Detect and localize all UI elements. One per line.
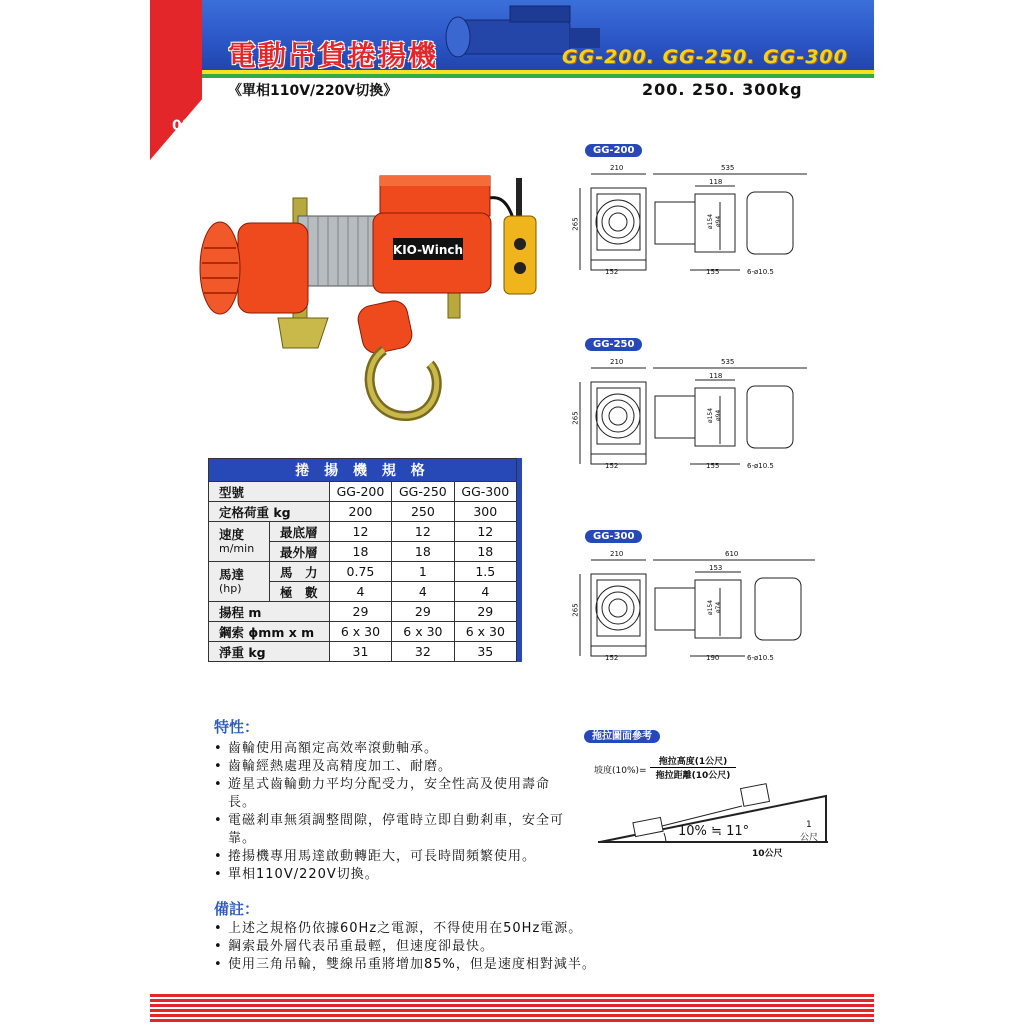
dim-top: 153: [709, 564, 723, 572]
table-cell: 6 x 30: [454, 622, 516, 642]
features-heading: 特性：: [214, 718, 260, 736]
dim-width-left: 210: [610, 358, 624, 366]
dim-top: 118: [709, 372, 723, 380]
table-cell: 1.5: [454, 562, 516, 582]
table-row: [209, 642, 522, 662]
table-row: [209, 562, 522, 582]
list-item: • 遊星式齒輪動力平均分配受力，安全性高及使用壽命長。: [214, 776, 574, 812]
spec-table-title: 捲 揚 機 規 格: [209, 459, 517, 482]
speed-label: [209, 522, 270, 562]
list-item: • 齒輪使用高額定高效率滾動軸承。: [214, 740, 574, 758]
row-label: 定格荷重 kg: [209, 502, 330, 522]
table-cell: 6 x 30: [329, 622, 391, 642]
table-row: [209, 502, 522, 522]
winch-photo: [198, 168, 560, 428]
dim-bottom-right: 155: [706, 462, 720, 470]
dim-bottom-right: 190: [706, 654, 720, 662]
dim-diameter-b: ø94: [715, 409, 723, 422]
dim-bottom-right: 155: [706, 268, 720, 276]
footer-bar: [150, 994, 874, 1024]
dim-diameter-a: ø154: [707, 407, 715, 424]
table-cell: 29: [329, 602, 391, 622]
motor-unit: (hp): [219, 581, 242, 595]
row-label: 鋼索 ϕmm x m: [209, 622, 330, 642]
list-item: • 上述之規格仍依據60Hz之電源，不得使用在50Hz電源。: [214, 920, 654, 938]
slope-formula-label: 坡度(10%)=: [594, 766, 647, 776]
list-item: • 捲揚機專用馬達啟動轉距大，可長時間頻繁使用。: [214, 848, 574, 866]
table-cell: 250: [392, 502, 454, 522]
drawing-lines: [575, 524, 825, 664]
dim-bolt: 6-ø10.5: [747, 268, 774, 276]
table-row: [209, 482, 522, 502]
drawing-model-badge: GG-250: [585, 338, 642, 351]
table-cell: 29: [392, 602, 454, 622]
dim-top: 118: [709, 178, 723, 186]
slope-denominator: 拖拉距離(10公尺): [655, 771, 731, 781]
table-cell: 0.75: [329, 562, 391, 582]
page-tab: [150, 0, 202, 160]
capacity-label: 200. 250. 300kg: [642, 80, 803, 99]
voltage-subtitle: 《單相110V/220V切換》: [228, 83, 398, 99]
drawing-model-badge: GG-300: [585, 530, 642, 543]
dim-width-total: 610: [725, 550, 739, 558]
table-cell: 31: [329, 642, 391, 662]
drawing-lines: [575, 332, 825, 472]
list-item: • 使用三角吊輪，雙線吊重將增加85%，但是速度相對減半。: [214, 956, 654, 974]
table-cell: 12: [454, 522, 516, 542]
drawing-gg-300: [571, 524, 825, 664]
page-title: 電動吊貨捲揚機: [228, 39, 439, 72]
table-cell: 4: [454, 582, 516, 602]
dim-diameter-b: ø94: [715, 215, 723, 228]
table-cell: 6 x 30: [392, 622, 454, 642]
table-cell: GG-200: [329, 482, 391, 502]
table-cell: 4: [329, 582, 391, 602]
winch-brand-label: KIO-Winch: [392, 243, 464, 257]
dim-bottom-left: 152: [605, 462, 619, 470]
slope-diagram: [596, 776, 832, 856]
features-list: [214, 740, 574, 884]
table-cell: 18: [454, 542, 516, 562]
slope-angle: 10% ≒ 11°: [678, 824, 750, 839]
list-item: • 電磁剎車無須調整間隙，停電時立即自動剎車，安全可靠。: [214, 812, 574, 848]
dim-bolt: 6-ø10.5: [747, 462, 774, 470]
row-label: 淨重 kg: [209, 642, 330, 662]
table-cell: 1: [392, 562, 454, 582]
dim-height: 265: [571, 603, 580, 617]
drawing-gg-250: [571, 332, 825, 472]
slope-distance: 10公尺: [752, 849, 783, 859]
dim-diameter-b: ø74: [715, 601, 723, 614]
dim-diameter-a: ø154: [707, 599, 715, 616]
motor-label-text: 馬達: [219, 566, 245, 582]
list-item: • 齒輪經熱處理及高精度加工、耐磨。: [214, 758, 574, 776]
slope-height: 1: [806, 820, 812, 830]
row-label: 最外層: [270, 542, 330, 562]
model-list: GG-200. GG-250. GG-300: [562, 46, 848, 68]
table-cell: 35: [454, 642, 516, 662]
row-label: 最底層: [270, 522, 330, 542]
table-cell: 300: [454, 502, 516, 522]
drawing-gg-200: [571, 138, 825, 278]
row-label: 型號: [209, 482, 330, 502]
page-number: 01: [172, 118, 192, 134]
table-cell: 12: [392, 522, 454, 542]
speed-label-text: 速度: [219, 526, 245, 542]
table-cell: GG-300: [454, 482, 516, 502]
table-cell: 29: [454, 602, 516, 622]
list-item: • 單相110V/220V切換。: [214, 866, 574, 884]
table-cell: 12: [329, 522, 391, 542]
row-label: 極 數: [270, 582, 330, 602]
slope-badge: 拖拉圖面參考: [584, 730, 660, 743]
table-cell: 4: [392, 582, 454, 602]
dim-width-total: 535: [721, 358, 735, 366]
drawing-lines: [575, 138, 825, 278]
list-item: • 鋼索最外層代表吊重最輕，但速度卻最快。: [214, 938, 654, 956]
dim-height: 265: [571, 411, 580, 425]
dim-bottom-left: 152: [605, 654, 619, 662]
speed-unit: m/min: [219, 541, 255, 555]
dim-width-left: 210: [610, 164, 624, 172]
dim-bolt: 6-ø10.5: [747, 654, 774, 662]
motor-label: [209, 562, 270, 602]
table-cell: 18: [329, 542, 391, 562]
notes-heading: 備註：: [214, 900, 260, 918]
row-label: 揚程 m: [209, 602, 330, 622]
table-cell: GG-250: [392, 482, 454, 502]
table-cell: 200: [329, 502, 391, 522]
spec-table: [208, 458, 522, 662]
slope-height-unit: 公尺: [800, 833, 819, 843]
dim-bottom-left: 152: [605, 268, 619, 276]
slope-numerator: 拖拉高度(1公尺): [650, 754, 736, 768]
table-cell: 32: [392, 642, 454, 662]
table-cell: 18: [392, 542, 454, 562]
header-stripe-green: [150, 74, 874, 78]
row-label: 馬 力: [270, 562, 330, 582]
notes-list: [214, 920, 654, 974]
dim-width-total: 535: [721, 164, 735, 172]
table-row: [209, 622, 522, 642]
dim-width-left: 210: [610, 550, 624, 558]
table-row: [209, 602, 522, 622]
dim-height: 265: [571, 217, 580, 231]
dim-diameter-a: ø154: [707, 213, 715, 230]
table-row: [209, 522, 522, 542]
drawing-model-badge: GG-200: [585, 144, 642, 157]
